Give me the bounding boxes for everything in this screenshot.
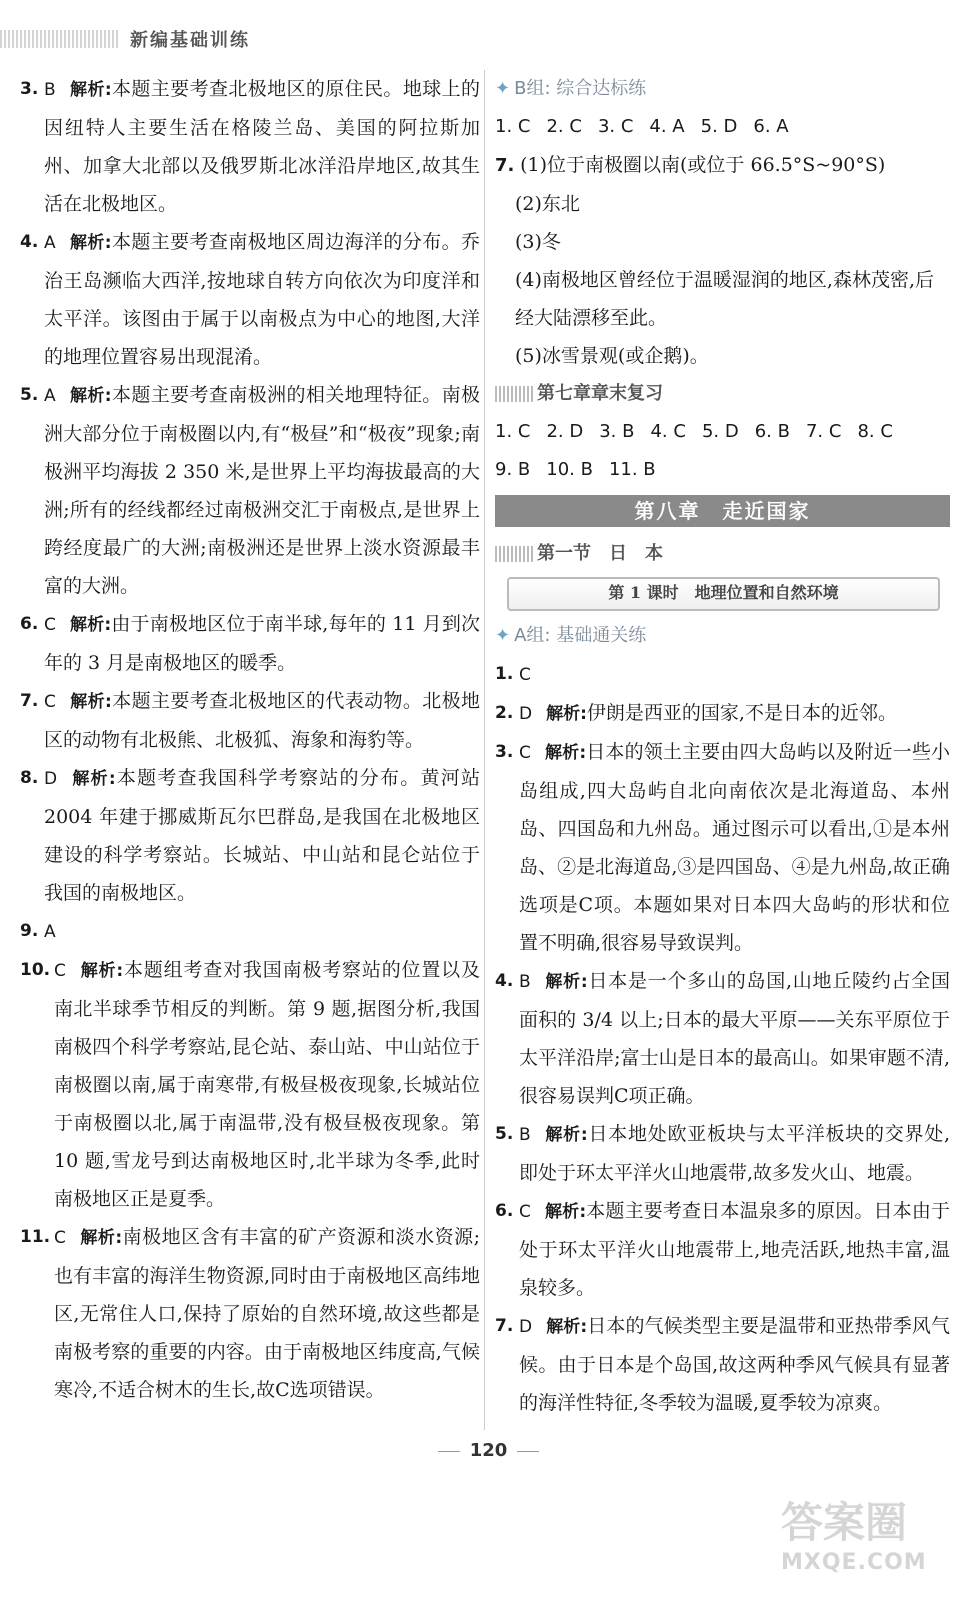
item-answer: D <box>519 704 533 724</box>
item-answer: D <box>519 1317 533 1337</box>
section-heading <box>495 535 950 573</box>
item-number: 11. <box>20 1227 51 1247</box>
answer-entry: 1. C <box>495 421 531 442</box>
item-analysis-label: 解析: <box>546 704 587 724</box>
item-explanation: 本题主要考查北极地区的代表动物。北极地区的动物有北极熊、北极狐、海象和海豹等。 <box>44 690 480 751</box>
item-analysis-label: 解析: <box>544 972 588 992</box>
page-footer <box>0 1440 977 1461</box>
item-explanation: 南极地区含有丰富的矿产资源和淡水资源;也有丰富的海洋生物资源,同时由于南极地区高纬地区,无常住人口,保持了原始的自然环境,故这些都是南极考察的重要的内容。由于南极地区纬度高,气候寒冷,不适合树木的生长,故C选项错误。 <box>54 1226 480 1401</box>
answer-entry: 9. B <box>495 459 531 480</box>
item-explanation: 日本的气候类型主要是温带和亚热带季风气候。由于日本是个岛国,故这两种季风气候具有显著的海洋性特征,冬季较为温暖,夏季较为凉爽。 <box>519 1315 950 1414</box>
group-b-answers <box>495 108 950 146</box>
answer-item <box>495 655 950 694</box>
answer-entry: 1. C <box>495 116 531 137</box>
q7-row <box>495 146 950 185</box>
item-analysis-label: 解析: <box>544 1125 588 1145</box>
answer-entry: 8. C <box>857 421 893 442</box>
answer-item <box>20 951 480 1218</box>
item-number: 4. <box>495 971 514 991</box>
section-title: 第一节 日 本 <box>537 543 663 564</box>
item-analysis-label: 解析: <box>544 1202 587 1222</box>
answer-item <box>20 223 480 376</box>
q7-part-2: (2)东北 <box>515 193 580 215</box>
answer-item <box>495 1192 950 1307</box>
item-analysis-label: 解析: <box>69 615 112 635</box>
item-answer: B <box>519 972 531 992</box>
item-explanation: 本题主要考查南极地区周边海洋的分布。乔治王岛濒临大西洋,按地球自转方向依次为印度洋和太平洋。该图由于属于以南极点为中心的地图,大洋的地理位置容易出现混淆。 <box>44 231 480 368</box>
answer-item <box>20 376 480 605</box>
q7-part-4: (4)南极地区曾经位于温暖湿润的地区,森林茂密,后经大陆漂移至此。 <box>515 269 934 329</box>
item-number: 10. <box>20 960 51 980</box>
answer-entry: 4. A <box>649 116 685 137</box>
group-b-label: B组: 综合达标练 <box>514 78 647 99</box>
item-analysis-label: 解析: <box>69 692 112 712</box>
answer-entry: 11. B <box>608 459 656 480</box>
answer-item <box>20 912 480 951</box>
answer-entry: 2. D <box>546 421 584 442</box>
item-answer: C <box>44 692 56 712</box>
watermark-top: 答案圈 <box>781 1498 908 1547</box>
header-title: 新编基础训练 <box>130 30 250 51</box>
item-explanation: 日本地处欧亚板块与太平洋板块的交界处,即处于环太平洋火山地震带,故多发火山、地震。 <box>519 1123 950 1184</box>
item-analysis-label: 解析: <box>79 1228 123 1248</box>
answer-entry: 3. B <box>599 421 635 442</box>
answer-item <box>20 605 480 682</box>
item-answer: C <box>44 615 56 635</box>
item-analysis-label: 解析: <box>69 386 112 406</box>
footer-dash <box>517 1451 539 1452</box>
item-answer: A <box>44 386 56 406</box>
item-number: 4. <box>20 232 39 252</box>
group-b-heading <box>495 70 950 108</box>
answer-entry: 3. C <box>597 116 634 137</box>
review-title: 第七章章末复习 <box>537 383 663 404</box>
heading-bars-icon <box>495 386 533 402</box>
answer-entry: 6. B <box>754 421 790 442</box>
answer-item <box>495 1307 950 1422</box>
item-explanation: 本题主要考查日本温泉多的原因。日本由于处于环太平洋火山地震带上,地壳活跃,地热丰富,温泉较多。 <box>519 1200 950 1299</box>
answer-item <box>20 1218 480 1409</box>
watermark-logo <box>781 1490 951 1575</box>
answer-entry: 4. C <box>650 421 686 442</box>
item-answer: A <box>44 233 56 253</box>
answer-item <box>495 733 950 962</box>
diamond-icon: ✦ <box>495 78 511 99</box>
item-explanation: 由于南极地区位于南半球,每年的 11 月到次年的 3 月是南极地区的暖季。 <box>44 613 480 674</box>
item-number: 8. <box>20 768 39 788</box>
answer-item <box>495 694 950 733</box>
item-number: 7. <box>20 691 39 711</box>
heading-bars-icon <box>495 546 533 562</box>
review-answers-row-2 <box>495 451 950 489</box>
answer-item <box>20 759 480 912</box>
diamond-icon: ✦ <box>495 625 511 646</box>
answer-item <box>495 1115 950 1192</box>
item-explanation: 伊朗是西亚的国家,不是日本的近邻。 <box>586 702 897 724</box>
item-answer: C <box>519 1202 531 1222</box>
answer-entry: 5. D <box>700 116 738 137</box>
item-analysis-label: 解析: <box>546 1317 588 1337</box>
item-explanation: 本题考查我国科学考察站的分布。黄河站 2004 年建于挪威斯瓦尔巴群岛,是我国在北极地区建设的科学考察站。长城站、中山站和昆仑站位于我国的南极地区。 <box>44 767 480 904</box>
item-explanation: 日本的领土主要由四大岛屿以及附近一些小岛组成,四大岛屿自北向南依次是北海道岛、本州岛、四国岛和九州岛。通过图示可以看出,①是本州岛、②是北海道岛,③是四国岛、④是九州岛,故正确选项是C项。本题如果对日本四大岛屿的形状和位置不明确,很容易导致误判。 <box>519 741 950 954</box>
item-analysis-label: 解析: <box>544 743 587 763</box>
item-analysis-label: 解析: <box>69 80 112 100</box>
item-explanation: 日本是一个多山的岛国,山地丘陵约占全国面积的 3/4 以上;日本的最大平原——关东平原位于太平洋沿岸;富士山是日本的最高山。如果审题不清,很容易误判C项正确。 <box>519 970 950 1107</box>
group-a-heading <box>495 617 950 655</box>
column-divider <box>484 70 485 1430</box>
item-number: 5. <box>495 1124 514 1144</box>
group-a-label: A组: 基础通关练 <box>514 625 647 646</box>
review-answers-row-1 <box>495 413 950 451</box>
right-column <box>495 70 950 1422</box>
q7-number: 7. <box>495 155 515 176</box>
item-answer: A <box>44 922 56 942</box>
header-decoration <box>0 30 120 48</box>
item-answer: C <box>54 1228 66 1248</box>
footer-dash <box>438 1451 460 1452</box>
q7-part-1: (1)位于南极圈以南(或位于 66.5°S~90°S) <box>520 154 886 176</box>
item-explanation: 本题主要考查北极地区的原住民。地球上的因纽特人主要生活在格陵兰岛、美国的阿拉斯加州、加拿大北部以及俄罗斯北冰洋沿岸地区,故其生活在北极地区。 <box>44 78 480 215</box>
item-number: 6. <box>20 614 39 634</box>
q7-part-5: (5)冰雪景观(或企鹅)。 <box>515 345 709 367</box>
item-number: 7. <box>495 1316 514 1336</box>
answer-entry: 2. C <box>546 116 582 137</box>
review-heading <box>495 375 950 413</box>
item-number: 5. <box>20 385 39 405</box>
item-answer: B <box>519 1125 531 1145</box>
answer-entry: 5. D <box>701 421 739 442</box>
answer-item <box>495 962 950 1115</box>
lesson-banner: 第 1 课时 地理位置和自然环境 <box>507 577 940 611</box>
page-number: 120 <box>469 1440 508 1461</box>
answer-entry: 7. C <box>805 421 842 442</box>
item-number: 3. <box>20 79 39 99</box>
item-number: 3. <box>495 742 514 762</box>
answer-item <box>20 682 480 759</box>
item-answer: C <box>519 665 531 685</box>
right-items <box>495 655 950 1422</box>
left-column <box>20 70 480 1409</box>
item-number: 9. <box>20 921 39 941</box>
item-answer: C <box>54 961 66 981</box>
page-header <box>0 22 320 54</box>
q7-part-3: (3)冬 <box>515 231 561 253</box>
answer-item <box>20 70 480 223</box>
watermark-bottom: MXQE.COM <box>781 1550 927 1575</box>
item-answer: B <box>44 80 56 100</box>
answer-entry: 6. A <box>753 116 789 137</box>
item-explanation: 本题主要考查南极洲的相关地理特征。南极洲大部分位于南极圈以内,有“极昼”和“极夜”现象;南极洲平均海拔 2 350 米,是世界上平均海拔最高的大洲;所有的经线都经过南极洲交汇于南极点,是世界上跨经度最广的大洲;南极洲还是世界上淡水资源最丰富的大洲。 <box>44 384 480 597</box>
item-answer: C <box>519 743 531 763</box>
item-analysis-label: 解析: <box>71 769 116 789</box>
chapter-banner: 第八章 走近国家 <box>495 495 950 527</box>
item-number: 6. <box>495 1201 514 1221</box>
item-answer: D <box>44 769 58 789</box>
item-number: 1. <box>495 664 514 684</box>
item-analysis-label: 解析: <box>69 233 112 253</box>
answer-entry: 10. B <box>546 459 593 480</box>
item-number: 2. <box>495 703 514 723</box>
item-explanation: 本题组考查对我国南极考察站的位置以及南北半球季节相反的判断。第 9 题,据图分析,我国南极四个科学考察站,昆仑站、泰山站、中山站位于南极圈以南,属于南寒带,有极昼极夜现象,长城站位于南极圈以北,属于南温带,没有极昼极夜现象。第 10 题,雪龙号到达南极地区时,北半球为冬季,此时南极地区正是夏季。 <box>54 959 480 1210</box>
item-analysis-label: 解析: <box>79 961 124 981</box>
